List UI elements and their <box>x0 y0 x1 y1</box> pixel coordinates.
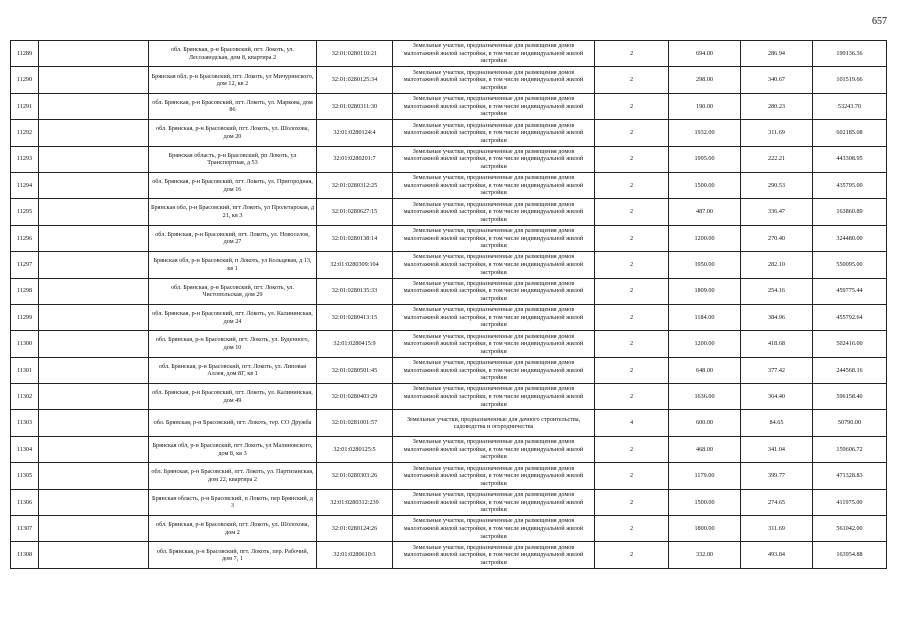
rate-cell: 377.42 <box>741 357 813 383</box>
cadastral-value-cell: 163860.89 <box>813 199 887 225</box>
rate-cell: 274.65 <box>741 489 813 515</box>
cadastral-value-cell: 244568.16 <box>813 357 887 383</box>
cadastral-value-cell: 101519.66 <box>813 67 887 93</box>
row-number-cell: 11299 <box>11 304 39 330</box>
cadastral-value-cell: 199136.36 <box>813 41 887 67</box>
area-cell: 1500.00 <box>669 172 741 198</box>
address-cell: Брянская обл, р-н Брасовский, пгт Локоть, ул Пролетарская, д 21, кв 3 <box>149 199 317 225</box>
cadastral-number-cell: 32:01:0280125:5 <box>317 436 393 462</box>
land-use-cell: Земельные участки, предназначенные для размещения домов малоэтажной жилой застройки, в том числе индивидуальной жилой застройки <box>393 384 595 410</box>
land-use-cell: Земельные участки, предназначенные для размещения домов малоэтажной жилой застройки, в том числе индивидуальной жилой застройки <box>393 489 595 515</box>
area-cell: 648.00 <box>669 357 741 383</box>
area-cell: 1995.00 <box>669 146 741 172</box>
row-number-cell: 11289 <box>11 41 39 67</box>
blank-cell <box>39 516 149 542</box>
address-cell: обл. Брянская, р-н Брасовский, пгт. Локоть, ул. Пригородная, дом 16 <box>149 172 317 198</box>
address-cell: обл. Брянская, р-н Брасовский, пгт. Локоть, ул. Шолохова, дом 20 <box>149 120 317 146</box>
address-cell: обл. Брянская, р-н Брасовский, пгт. Локоть, ул. Лесозаводская, дом 8, квартира 2 <box>149 41 317 67</box>
cadastral-number-cell: 32:01:0280413:15 <box>317 304 393 330</box>
row-number-cell: 11304 <box>11 436 39 462</box>
blank-cell <box>39 542 149 568</box>
rate-cell: 254.16 <box>741 278 813 304</box>
area-cell: 1636.00 <box>669 384 741 410</box>
row-number-cell: 11292 <box>11 120 39 146</box>
cadastral-value-cell: 324480.00 <box>813 225 887 251</box>
group-cell: 2 <box>595 436 669 462</box>
table-row <box>11 410 887 436</box>
blank-cell <box>39 278 149 304</box>
cadastral-value-cell: 596158.40 <box>813 384 887 410</box>
rate-cell: 286.94 <box>741 41 813 67</box>
table-row <box>11 172 887 198</box>
blank-cell <box>39 67 149 93</box>
row-number-cell: 11306 <box>11 489 39 515</box>
address-cell: обл. Брянская, р-н Брасовский, пгт. Локоть, ул. Калининская, дом 24 <box>149 304 317 330</box>
rate-cell: 384.96 <box>741 304 813 330</box>
land-use-cell: Земельные участки, предназначенные для размещения домов малоэтажной жилой застройки, в том числе индивидуальной жилой застройки <box>393 252 595 278</box>
land-use-cell: Земельные участки, предназначенные для размещения домов малоэтажной жилой застройки, в том числе индивидуальной жилой застройки <box>393 199 595 225</box>
area-cell: 487.00 <box>669 199 741 225</box>
table-row <box>11 357 887 383</box>
cadastral-number-cell: 32:01:0281001:57 <box>317 410 393 436</box>
cadastral-number-cell: 32:01:0280312:239 <box>317 489 393 515</box>
land-use-cell: Земельные участки, предназначенные для размещения домов малоэтажной жилой застройки, в том числе индивидуальной жилой застройки <box>393 278 595 304</box>
group-cell: 2 <box>595 67 669 93</box>
area-cell: 332.00 <box>669 542 741 568</box>
land-use-cell: Земельные участки, предназначенные для размещения домов малоэтажной жилой застройки, в том числе индивидуальной жилой застройки <box>393 516 595 542</box>
row-number-cell: 11297 <box>11 252 39 278</box>
group-cell: 2 <box>595 41 669 67</box>
blank-cell <box>39 436 149 462</box>
blank-cell <box>39 146 149 172</box>
blank-cell <box>39 252 149 278</box>
table-row <box>11 516 887 542</box>
table-row <box>11 489 887 515</box>
rate-cell: 340.67 <box>741 67 813 93</box>
rate-cell: 311.69 <box>741 120 813 146</box>
area-cell: 1200.00 <box>669 225 741 251</box>
cadastral-number-cell: 32:01:0280415:9 <box>317 331 393 357</box>
area-cell: 298.00 <box>669 67 741 93</box>
cadastral-number-cell: 32:01:0280311:30 <box>317 93 393 119</box>
table-row <box>11 120 887 146</box>
cadastral-number-cell: 32:01:0280124:26 <box>317 516 393 542</box>
cadastral-value-cell: 455792.64 <box>813 304 887 330</box>
address-cell: Брянская обл, р-н Брасовский, пгт. Локоть, ул Мичуринского, дом 12, кв 2 <box>149 67 317 93</box>
land-use-cell: Земельные участки, предназначенные для размещения домов малоэтажной жилой застройки, в том числе индивидуальной жилой застройки <box>393 172 595 198</box>
area-cell: 1950.00 <box>669 252 741 278</box>
group-cell: 2 <box>595 384 669 410</box>
land-use-cell: Земельные участки, предназначенные для дачного строительства, садоводства и огородничества <box>393 410 595 436</box>
cadastral-number-cell: 32:01:0280312:25 <box>317 172 393 198</box>
blank-cell <box>39 463 149 489</box>
group-cell: 2 <box>595 278 669 304</box>
cadastral-number-cell: 32:01:0280138:14 <box>317 225 393 251</box>
address-cell: Брянская область, р-н Брасовский, п Локоть, пер Брянский, д 3 <box>149 489 317 515</box>
cadastral-value-cell: 602185.08 <box>813 120 887 146</box>
cadastral-value-table <box>10 40 887 569</box>
cadastral-value-cell: 459775.44 <box>813 278 887 304</box>
area-cell: 1500.00 <box>669 489 741 515</box>
rate-cell: 399.77 <box>741 463 813 489</box>
area-cell: 694.00 <box>669 41 741 67</box>
group-cell: 2 <box>595 516 669 542</box>
row-number-cell: 11293 <box>11 146 39 172</box>
group-cell: 2 <box>595 146 669 172</box>
rate-cell: 222.21 <box>741 146 813 172</box>
land-use-cell: Земельные участки, предназначенные для размещения домов малоэтажной жилой застройки, в том числе индивидуальной жилой застройки <box>393 225 595 251</box>
blank-cell <box>39 41 149 67</box>
cadastral-number-cell: 32:01:0280610:3 <box>317 542 393 568</box>
group-cell: 2 <box>595 93 669 119</box>
table-row <box>11 67 887 93</box>
address-cell: обл. Брянская, р-н Брасовский, пгт. Локоть, пер. Рабочий, дом 7, 1 <box>149 542 317 568</box>
row-number-cell: 11301 <box>11 357 39 383</box>
rate-cell: 270.40 <box>741 225 813 251</box>
rate-cell: 84.65 <box>741 410 813 436</box>
land-use-cell: Земельные участки, предназначенные для размещения домов малоэтажной жилой застройки, в том числе индивидуальной жилой застройки <box>393 436 595 462</box>
row-number-cell: 11308 <box>11 542 39 568</box>
area-cell: 1184.00 <box>669 304 741 330</box>
blank-cell <box>39 172 149 198</box>
row-number-cell: 11291 <box>11 93 39 119</box>
address-cell: обл. Брянская, р-н Брасовский, пгт. Локоть, ул. Калининская, дом 49 <box>149 384 317 410</box>
rate-cell: 282.10 <box>741 252 813 278</box>
table-row <box>11 252 887 278</box>
cadastral-value-cell: 443308.95 <box>813 146 887 172</box>
group-cell: 2 <box>595 357 669 383</box>
blank-cell <box>39 357 149 383</box>
area-cell: 190.00 <box>669 93 741 119</box>
area-cell: 1809.00 <box>669 278 741 304</box>
cadastral-value-cell: 435795.00 <box>813 172 887 198</box>
group-cell: 2 <box>595 542 669 568</box>
land-use-cell: Земельные участки, предназначенные для размещения домов малоэтажной жилой застройки, в том числе индивидуальной жилой застройки <box>393 463 595 489</box>
blank-cell <box>39 93 149 119</box>
group-cell: 2 <box>595 199 669 225</box>
cadastral-number-cell: 32:01:0280135:33 <box>317 278 393 304</box>
area-cell: 1800.00 <box>669 516 741 542</box>
table-row <box>11 304 887 330</box>
blank-cell <box>39 489 149 515</box>
cadastral-value-cell: 502416.00 <box>813 331 887 357</box>
cadastral-number-cell: 32:01:0280124:4 <box>317 120 393 146</box>
cadastral-value-cell: 159606.72 <box>813 436 887 462</box>
rate-cell: 336.47 <box>741 199 813 225</box>
address-cell: обл. Брянская, р-н Брасовский, пгт. Локоть, ул. Буденного, дом 10 <box>149 331 317 357</box>
table-row <box>11 93 887 119</box>
rate-cell: 280.23 <box>741 93 813 119</box>
address-cell: обл. Брянская, р-н Брасовский, пгт. Локоть, тер. СО Дружба <box>149 410 317 436</box>
cadastral-number-cell: 32:01:0280309:104 <box>317 252 393 278</box>
group-cell: 2 <box>595 172 669 198</box>
row-number-cell: 11302 <box>11 384 39 410</box>
land-use-cell: Земельные участки, предназначенные для размещения домов малоэтажной жилой застройки, в том числе индивидуальной жилой застройки <box>393 331 595 357</box>
row-number-cell: 11307 <box>11 516 39 542</box>
cadastral-number-cell: 32:01:0280403:29 <box>317 384 393 410</box>
blank-cell <box>39 199 149 225</box>
land-use-cell: Земельные участки, предназначенные для размещения домов малоэтажной жилой застройки, в том числе индивидуальной жилой застройки <box>393 93 595 119</box>
table-row <box>11 436 887 462</box>
area-cell: 1932.00 <box>669 120 741 146</box>
blank-cell <box>39 225 149 251</box>
blank-cell <box>39 384 149 410</box>
table-row <box>11 225 887 251</box>
cadastral-value-cell: 561042.00 <box>813 516 887 542</box>
address-cell: Брянская обл, р-н Брасовский, п Локоть, ул Кольцевая, д 13, кв 1 <box>149 252 317 278</box>
row-number-cell: 11298 <box>11 278 39 304</box>
row-number-cell: 11305 <box>11 463 39 489</box>
blank-cell <box>39 120 149 146</box>
group-cell: 2 <box>595 225 669 251</box>
row-number-cell: 11296 <box>11 225 39 251</box>
rate-cell: 290.53 <box>741 172 813 198</box>
row-number-cell: 11300 <box>11 331 39 357</box>
table-row <box>11 41 887 67</box>
address-cell: Брянская область, р-н Брасовский, рп Локоть, ул Транспортная, д 53 <box>149 146 317 172</box>
land-use-cell: Земельные участки, предназначенные для размещения домов малоэтажной жилой застройки, в том числе индивидуальной жилой застройки <box>393 357 595 383</box>
area-cell: 468.00 <box>669 436 741 462</box>
land-use-cell: Земельные участки, предназначенные для размещения домов малоэтажной жилой застройки, в том числе индивидуальной жилой застройки <box>393 542 595 568</box>
land-use-cell: Земельные участки, предназначенные для размещения домов малоэтажной жилой застройки, в том числе индивидуальной жилой застройки <box>393 304 595 330</box>
table-row <box>11 331 887 357</box>
cadastral-number-cell: 32:01:0280125:34 <box>317 67 393 93</box>
land-use-cell: Земельные участки, предназначенные для размещения домов малоэтажной жилой застройки, в том числе индивидуальной жилой застройки <box>393 67 595 93</box>
table-row <box>11 384 887 410</box>
address-cell: обл. Брянская, р-н Брасовский, пгт. Локоть, ул. Чистопольская, дом 29 <box>149 278 317 304</box>
group-cell: 2 <box>595 304 669 330</box>
table-body <box>11 41 887 569</box>
row-number-cell: 11290 <box>11 67 39 93</box>
blank-cell <box>39 304 149 330</box>
rate-cell: 493.84 <box>741 542 813 568</box>
table-row <box>11 463 887 489</box>
cadastral-value-cell: 50790.00 <box>813 410 887 436</box>
row-number-cell: 11303 <box>11 410 39 436</box>
group-cell: 4 <box>595 410 669 436</box>
row-number-cell: 11294 <box>11 172 39 198</box>
address-cell: обл. Брянская, р-н Брасовский, пгт. Локоть, ул. Липовая Аллея, дом 8Г, кв 1 <box>149 357 317 383</box>
address-cell: обл. Брянская, р-н Брасовский, пгт. Локоть, ул. Партизанская, дом 22, квартира 2 <box>149 463 317 489</box>
row-number-cell: 11295 <box>11 199 39 225</box>
group-cell: 2 <box>595 252 669 278</box>
cadastral-number-cell: 32:01:0280627:15 <box>317 199 393 225</box>
group-cell: 2 <box>595 463 669 489</box>
cadastral-number-cell: 32:01:0280501:45 <box>317 357 393 383</box>
group-cell: 2 <box>595 331 669 357</box>
land-use-cell: Земельные участки, предназначенные для размещения домов малоэтажной жилой застройки, в том числе индивидуальной жилой застройки <box>393 146 595 172</box>
land-use-cell: Земельные участки, предназначенные для размещения домов малоэтажной жилой застройки, в том числе индивидуальной жилой застройки <box>393 120 595 146</box>
rate-cell: 364.40 <box>741 384 813 410</box>
group-cell: 2 <box>595 120 669 146</box>
cadastral-value-cell: 411975.00 <box>813 489 887 515</box>
cadastral-number-cell: 32:01:0280303:26 <box>317 463 393 489</box>
cadastral-number-cell: 32:01:0280201:7 <box>317 146 393 172</box>
rate-cell: 341.04 <box>741 436 813 462</box>
address-cell: Брянская обл, р-н Брасовский, пгт Локоть, ул Малиновского, дом 8, кв 3 <box>149 436 317 462</box>
cadastral-value-cell: 53243.70 <box>813 93 887 119</box>
rate-cell: 311.69 <box>741 516 813 542</box>
cadastral-value-cell: 163954.88 <box>813 542 887 568</box>
address-cell: обл. Брянская, р-н Брасовский, пгт. Локоть, ул. Маркова, дом 86 <box>149 93 317 119</box>
area-cell: 600.00 <box>669 410 741 436</box>
table-row <box>11 199 887 225</box>
cadastral-value-cell: 550095.00 <box>813 252 887 278</box>
area-cell: 1179.00 <box>669 463 741 489</box>
page-number: 657 <box>872 16 887 27</box>
blank-cell <box>39 410 149 436</box>
address-cell: обл. Брянская, р-н Брасовский, пгт. Локоть, ул. Новоселов, дом 27 <box>149 225 317 251</box>
group-cell: 2 <box>595 489 669 515</box>
table-row <box>11 146 887 172</box>
blank-cell <box>39 331 149 357</box>
cadastral-number-cell: 32:01:0280110:21 <box>317 41 393 67</box>
rate-cell: 418.68 <box>741 331 813 357</box>
land-use-cell: Земельные участки, предназначенные для размещения домов малоэтажной жилой застройки, в том числе индивидуальной жилой застройки <box>393 41 595 67</box>
table-row <box>11 542 887 568</box>
cadastral-value-cell: 471328.83 <box>813 463 887 489</box>
address-cell: обл. Брянская, р-н Брасовский, пгт. Локоть, ул. Шолохова, дом 2 <box>149 516 317 542</box>
table-row <box>11 278 887 304</box>
area-cell: 1200.00 <box>669 331 741 357</box>
